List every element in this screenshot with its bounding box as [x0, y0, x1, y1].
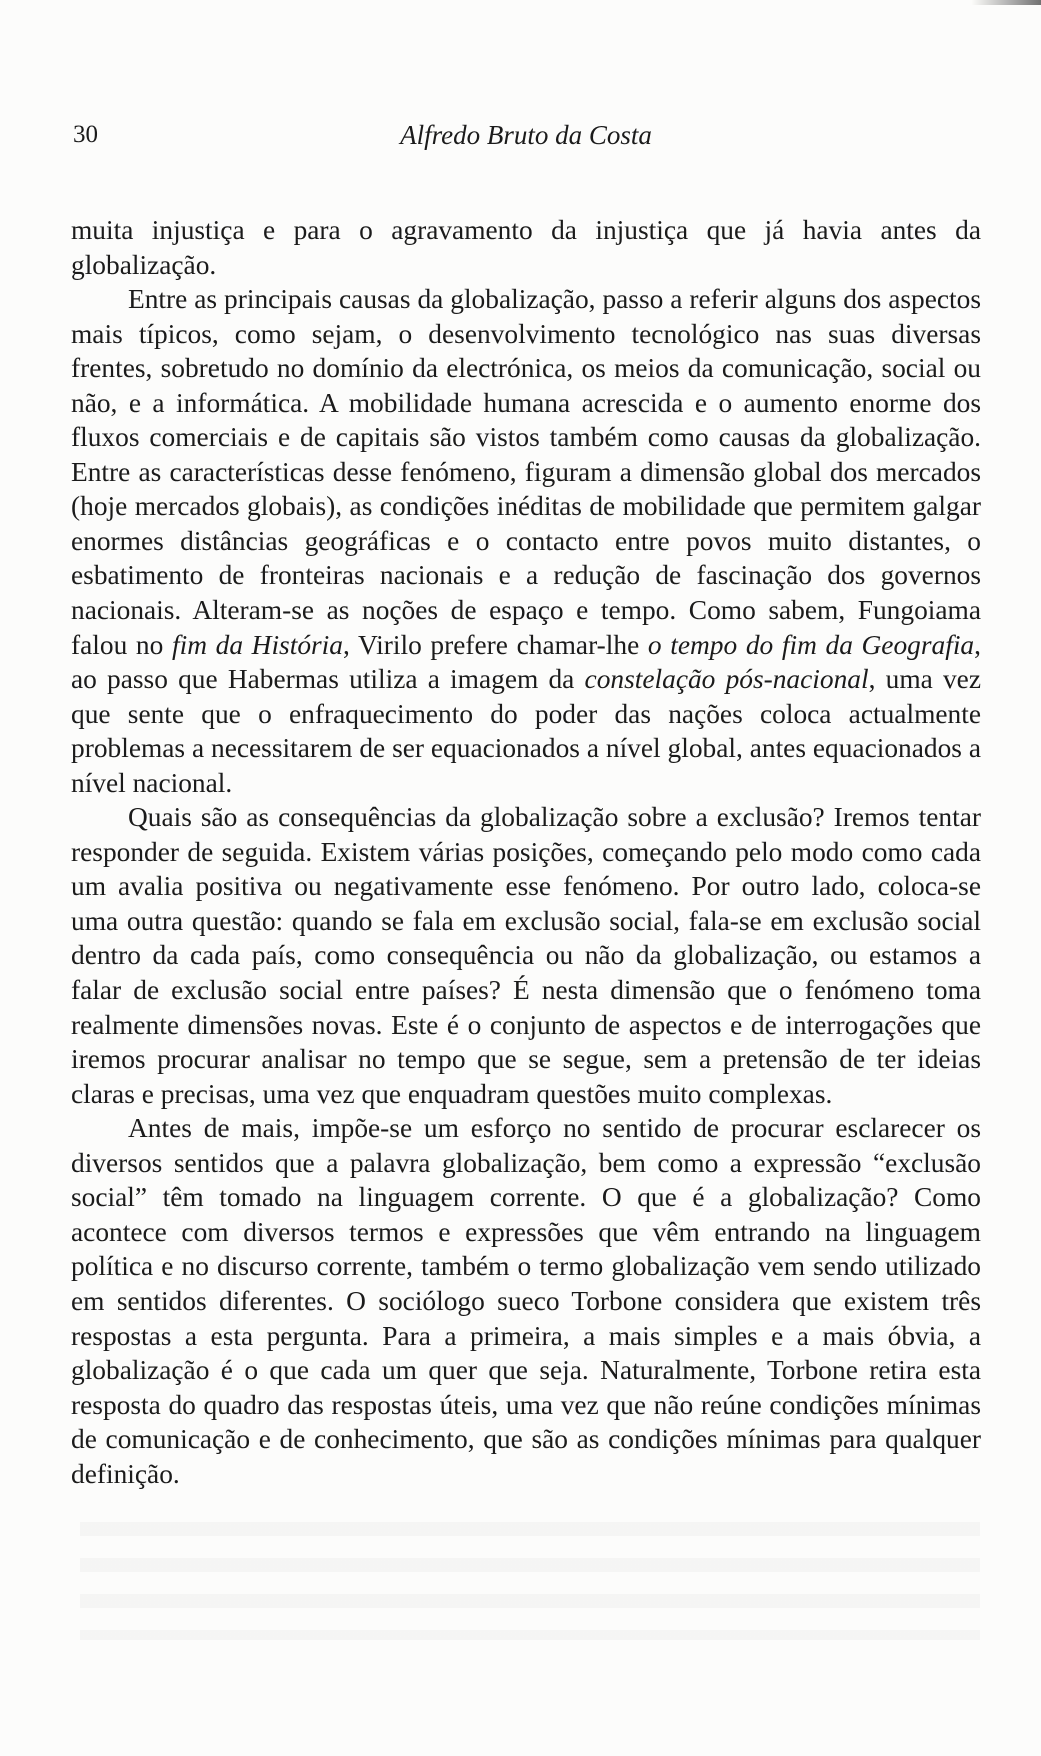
paragraph-2-text-c: , ao passo que Habermas utiliza a imagem da [71, 629, 981, 695]
paragraph-2-text-a: Entre as principais causas da globalização, passo a referir alguns dos aspectos mais típicos, como sejam, o desenvolvimento tecnológico nas suas diversas frentes, sobretudo no domínio da electrónica, os meios da comunicação, social ou não, e a informática. A mobilidade humana acrescida e o aumento enorme dos fluxos comerciais e de capitais são vistos também como causas da globalização. Entre as características desse fenómeno, figuram a dimensão global dos mercados (hoje mercados globais), as condições inéditas de mobilidade que permitem galgar enormes distâncias geográficas e o contacto entre povos muito distantes, o esbatimento de fronteiras nacionais e a redução de fascinação dos governos nacionais. Alteram-se as noções de espaço e tempo. Como sabem, Fungoiama falou no [71, 284, 981, 660]
paragraph-2-text-b: , Virilo prefere chamar-lhe [343, 629, 640, 660]
italic-term-tempo-do-fim: o tempo do fim da Geografia [647, 629, 975, 660]
paper-show-through [80, 1500, 980, 1640]
paragraph-2 [71, 282, 981, 800]
page-number: 30 [73, 121, 98, 148]
running-head [73, 118, 979, 152]
paragraph-4: Antes de mais, impõe-se um esforço no sentido de procurar esclarecer os diversos sentidos que a palavra globalização, bem como a expressão “exclusão social” têm tomado na linguagem corrente. O que é a globalização? Como acontece com diversos termos e expressões que vêm entrando na linguagem política e no discurso corrente, também o termo globalização vem sendo utilizado em sentidos diferentes. O sociólogo sueco Torbone considera que existem três respostas a esta pergunta. Para a primeira, a mais simples e a mais óbvia, a globalização é o que cada um quer que seja. Naturalmente, Torbone retira esta resposta do quadro das respostas úteis, uma vez que não reúne condições mínimas de comunicação e de conhecimento, que são as condições mínimas para qualquer definição. [71, 1113, 981, 1489]
running-head-author: Alfredo Bruto da Costa [400, 120, 652, 150]
paragraph-2-text-d: , uma vez que sente que o enfraquecimento do poder das nações coloca actualmente problemas a necessitarem de ser equacionados a nível global, antes equacionados a nível nacional. [71, 664, 981, 798]
body-text [71, 213, 981, 1491]
italic-term-constelacao: constelação pós-nacional [584, 664, 869, 695]
paragraph-3: Quais são as consequências da globalização sobre a exclusão? Iremos tentar responder de seguida. Existem várias posições, começando pelo modo como cada um avalia positiva ou negativamente esse fenómeno. Por outro lado, coloca-se uma outra questão: quando se fala em exclusão social, fala-se em exclusão social dentro da cada país, como consequência ou não da globalização, ou estamos a falar de exclusão social entre países? É nesta dimensão que o fenómeno toma realmente dimensões novas. Este é o conjunto de aspectos e de interrogações que iremos procurar analisar no tempo que se segue, sem a pretensão de ter ideias claras e precisas, uma vez que enquadram questões muito complexas. [71, 802, 981, 1109]
paragraph-1: muita injustiça e para o agravamento da injustiça que já havia antes da globalização. [71, 215, 981, 280]
scan-edge-shadow [971, 0, 1041, 5]
italic-term-fim-da-historia: fim da História [171, 629, 343, 660]
